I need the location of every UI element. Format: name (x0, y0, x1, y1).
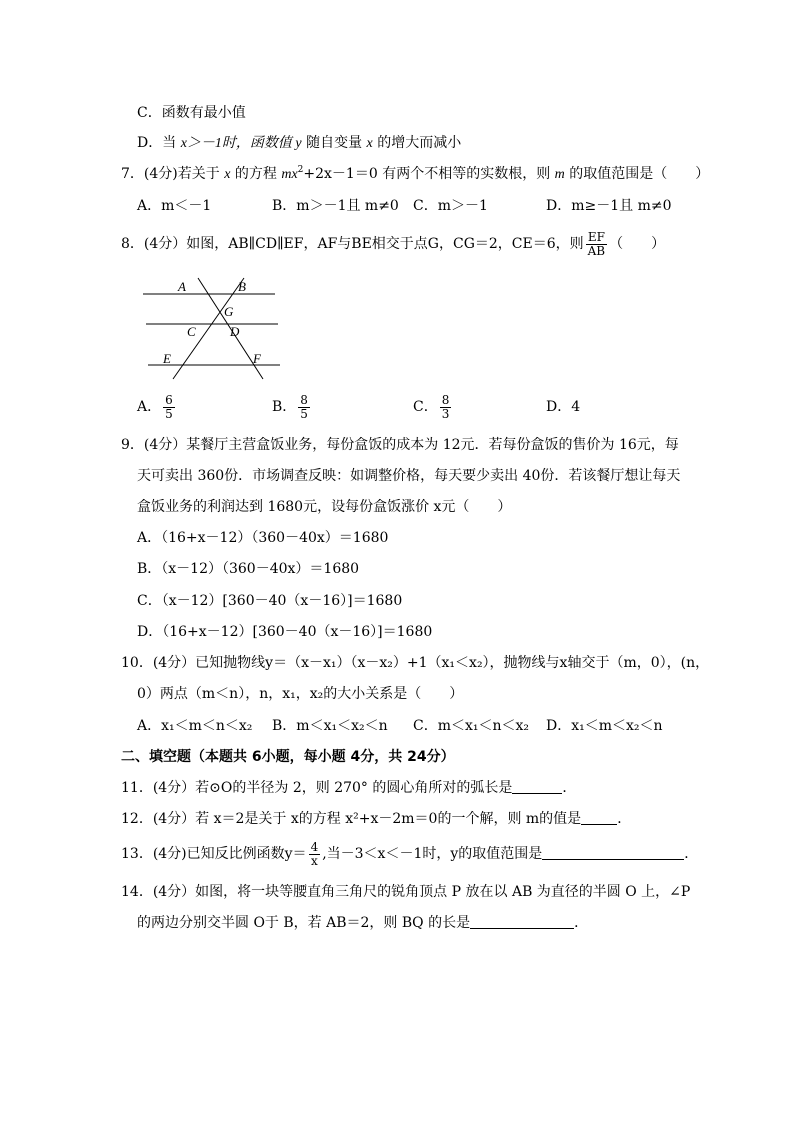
q7-stem-d: 的取值范围是（ ） (564, 166, 710, 182)
q8-option-a-frac (163, 394, 175, 421)
q8-option-b-frac (298, 394, 310, 421)
q10-option-d: D．x₁＜m＜x₂＜n (546, 718, 663, 734)
q7-option-d: D．m≥－1且 m≠0 (546, 198, 672, 214)
q14-end: ． (574, 915, 589, 931)
q6-option-c: C．函数有最小值 (137, 105, 246, 121)
q8-option-b-letter: B． (272, 399, 297, 415)
q8-option-c-den: 3 (441, 406, 450, 421)
q6-option-d-cond: x＞－1时，函数值 (180, 136, 296, 151)
q6-option-d-pre: D．当 (137, 135, 181, 151)
q10-option-c: C．m＜x₁＜n＜x₂ (413, 718, 530, 734)
section2-heading: 二、填空题（本题共 6小题，每小题 4分，共 24分） (121, 749, 455, 765)
q9-option-a: A．（16+x－12）（360－40x）＝1680 (137, 530, 389, 546)
q10-option-a: A．x₁＜m＜n＜x₂ (137, 718, 253, 734)
q8-option-d-letter: D． (546, 399, 572, 415)
q6-option-d-mid: 随自变量 (301, 135, 367, 151)
q11-answer-blank[interactable] (512, 779, 562, 794)
q8-option-c-frac (440, 394, 452, 421)
q14-answer-blank[interactable] (470, 914, 574, 929)
q7-stem-a: 7．(4分)若关于 (121, 166, 225, 182)
q8-stem (121, 229, 665, 259)
q9-option-b: B．（x－12）（360－40x）＝1680 (137, 561, 360, 577)
q6-option-d (137, 134, 461, 153)
q13-frac-den: x (310, 853, 318, 868)
q8-option-b (272, 391, 312, 423)
q7-eq-m: mx (281, 167, 298, 182)
q9-option-d: D．（16+x－12）[360－40（x－16）]＝1680 (137, 624, 433, 640)
q8-stem-end: （ ） (609, 236, 666, 252)
q8-stem-text: 8．(4分）如图，AB∥CD∥EF，AF与BE相交于点G，CG＝2，CE＝6，则 (121, 236, 584, 252)
label-g: G (224, 304, 234, 319)
q8-option-c-num: 8 (441, 392, 450, 407)
q13-fraction (309, 841, 321, 868)
q11-stem-text: 11．(4分）若⊙O的半径为 2，则 270° 的圆心角所对的弧长是 (121, 780, 513, 796)
q9-option-c: C．（x－12）[360－40（x－16）]＝1680 (137, 593, 403, 609)
q8-option-b-den: 5 (300, 406, 308, 421)
q12-stem (121, 810, 631, 828)
q11-stem (121, 779, 576, 797)
q11-end: ． (562, 780, 577, 796)
q13-answer-blank[interactable] (542, 845, 684, 860)
q13-end: ． (684, 846, 699, 862)
label-c: C (187, 324, 196, 339)
q7-option-c: C．m＞－1 (413, 198, 488, 214)
q8-frac-num: EF (586, 231, 607, 245)
q8-option-a-den: 5 (165, 406, 173, 421)
q6-option-d-post: 的增大而减小 (372, 135, 462, 151)
q12-end: ． (617, 811, 632, 827)
q7-var-x: x (224, 167, 231, 182)
q13-frac-num: 4 (310, 839, 319, 854)
q12-answer-blank[interactable] (581, 810, 617, 825)
q7-stem (121, 165, 709, 184)
q14-line2 (137, 914, 588, 932)
q7-option-b: B．m＞－1且 m≠0 (272, 198, 399, 214)
q9-line1: 9．(4分）某餐厅主营盒饭业务，每份盒饭的成本为 12元．若每份盒饭的售价为 16元，每 (121, 437, 679, 453)
q7-stem-c: 有两个不相等的实数根，则 (377, 166, 555, 182)
label-d: D (230, 324, 240, 339)
q8-option-b-num: 8 (300, 392, 308, 407)
q6-option-d-y: y (295, 136, 302, 151)
q8-figure (138, 274, 283, 384)
q10-option-b: B．m＜x₁＜x₂＜n (272, 718, 388, 734)
q14-line1: 14．(4分）如图，将一块等腰直角三角尺的锐角顶点 P 放在以 AB 为直径的半圆 O 上，∠P (121, 884, 691, 900)
q8-option-a-letter: A． (137, 399, 162, 415)
q8-option-c-letter: C． (413, 399, 438, 415)
q9-line3: 盒饭业务的利润达到 1680元，设每份盒饭涨价 x元（ ） (137, 499, 512, 515)
q14-line2-text: 的两边分别交半圆 O于 B，若 AB＝2，则 BQ 的长是 (137, 915, 471, 931)
label-e: E (163, 351, 171, 366)
q7-eq-rest: +2x－1＝0 (303, 166, 378, 182)
label-f: F (253, 351, 261, 366)
q7-option-a: A．m＜－1 (137, 198, 212, 214)
q8-fraction (586, 231, 607, 258)
q7-stem-b: 的方程 (230, 166, 282, 182)
q13-stem-a: 13．(4分)已知反比例函数y＝ (121, 846, 307, 862)
q8-option-d-value: 4 (571, 399, 581, 415)
q8-frac-den: AB (587, 243, 606, 258)
q13-stem (121, 838, 698, 870)
q12-stem-text: 12．(4分）若 x＝2是关于 x的方程 x²+x－2m＝0的一个解，则 m的值是 (121, 811, 582, 827)
label-b: B (238, 279, 246, 294)
q8-option-a-num: 6 (165, 392, 173, 407)
q10-line2: 0）两点（m＜n），n，x₁，x₂的大小关系是（ ） (137, 686, 464, 702)
label-a: A (178, 279, 186, 294)
q9-line2: 天可卖出 360份．市场调查反映：如调整价格，每天要少卖出 40份．若该餐厅想让每天 (137, 468, 681, 484)
q13-stem-b: ,当－3＜x＜－1时，y的取值范围是 (322, 846, 543, 862)
q10-line1: 10．(4分）已知抛物线y＝（x－x₁）（x－x₂）+1（x₁＜x₂），抛物线与x轴交于（m，0），(n， (121, 655, 710, 671)
q8-option-a (137, 391, 177, 423)
q8-option-d (546, 391, 580, 423)
q6-option-d-x: x (366, 136, 373, 151)
q7-eq-sup: 2 (297, 165, 304, 175)
q7-var-m: m (554, 167, 565, 182)
q8-option-c (413, 391, 453, 423)
